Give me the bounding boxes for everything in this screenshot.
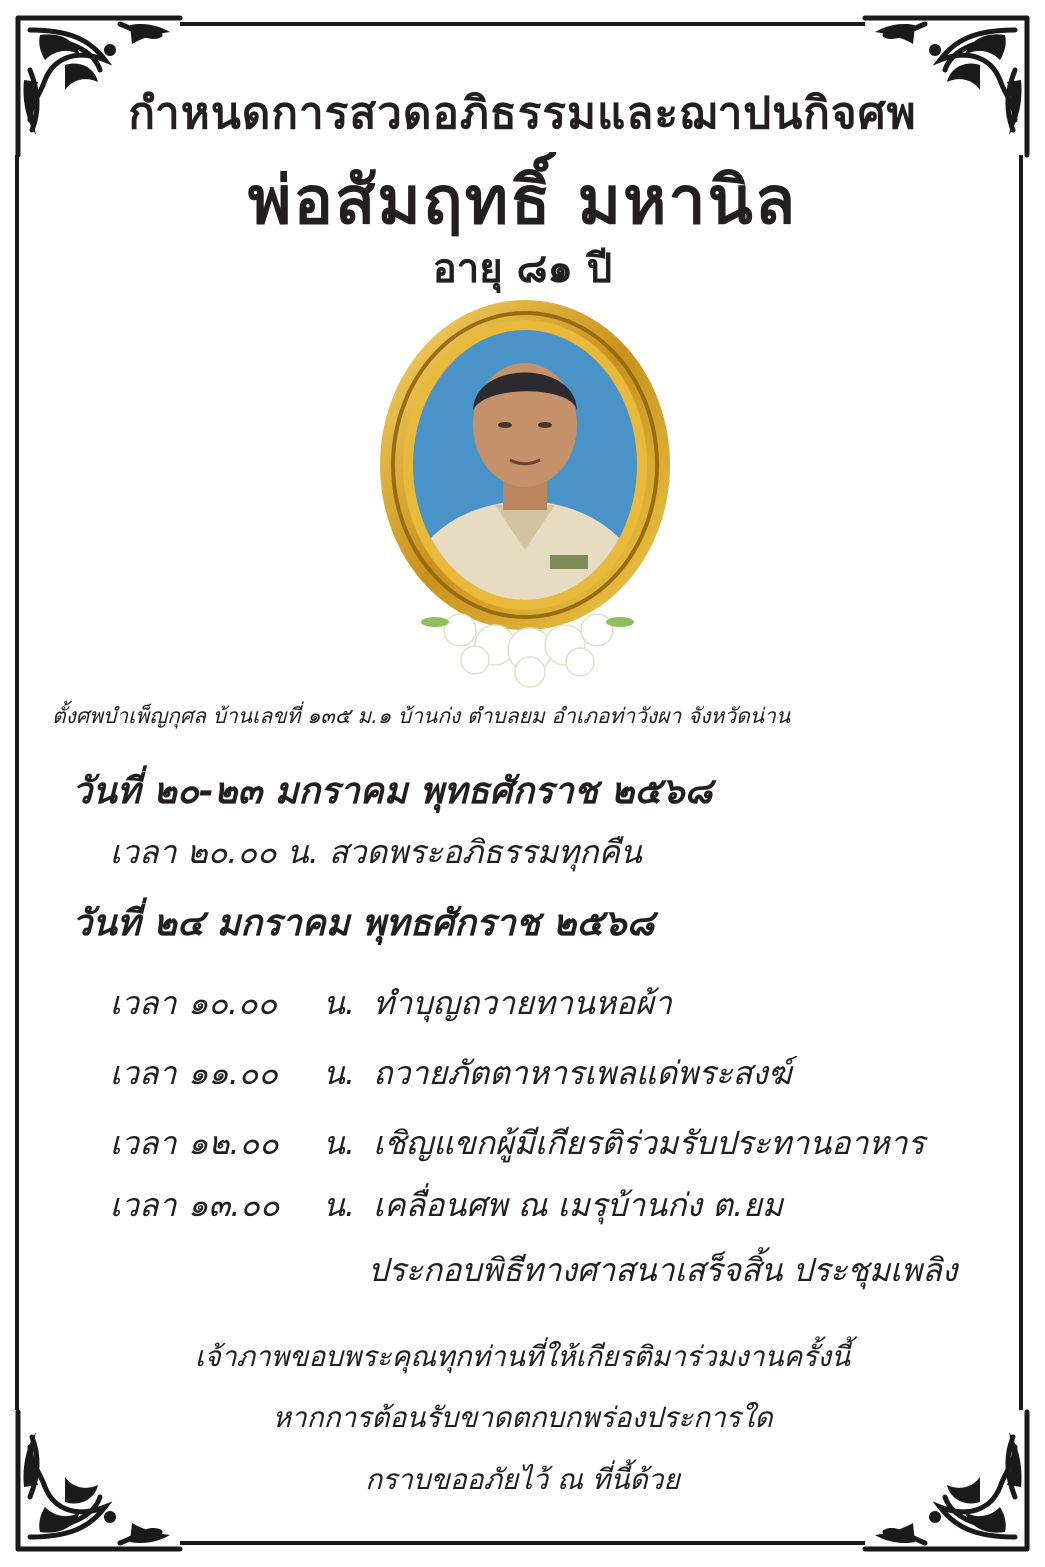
border-right	[1019, 155, 1023, 1410]
time-unit: น.	[323, 984, 356, 1022]
venue-text: ตั้งศพบำเพ็ญกุศล บ้านเลขที่ ๑๓๕ ม.๑ บ้านก่ง ตำบลยม อำเภอท่าวังผา จังหวัดน่าน	[52, 704, 791, 728]
deceased-age: อายุ ๘๑ ปี	[432, 246, 613, 292]
time-label: เวลา	[110, 1124, 177, 1162]
closing-line-1: เจ้าภาพขอบพระคุณทุกท่านที่ให้เกียรติมาร่วมงานครั้งนี้	[194, 1340, 851, 1373]
portrait-photo	[375, 300, 675, 690]
time-unit: น.	[323, 1124, 356, 1162]
closing-line-3: กราบขออภัยไว้ ณ ที่นี้ด้วย	[365, 1463, 680, 1496]
time-value: ๑๑.๐๐	[188, 1054, 278, 1092]
closing-line-2: หากการต้อนรับขาดตกบกพร่องประการใด	[272, 1401, 773, 1434]
activity-text: เคลื่อนศพ ณ เมรุบ้านก่ง ต.ยม	[373, 1186, 783, 1224]
schedule-row	[110, 1118, 925, 1169]
activity-text: เชิญแขกผู้มีเกียรติร่วมรับประทานอาหาร	[373, 1124, 925, 1162]
nightly-prayer-time: เวลา ๒๐.๐๐ น. สวดพระอภิธรรมทุกคืน	[110, 833, 642, 871]
schedule-row	[110, 1180, 783, 1231]
activity-text: ทำบุญถวายทานหอผ้า	[373, 984, 672, 1022]
time-label: เวลา	[110, 984, 177, 1022]
border-top	[180, 22, 865, 26]
time-value: ๑๐.๐๐	[188, 984, 278, 1022]
time-value: ๑๓.๐๐	[188, 1186, 280, 1224]
border-left	[15, 155, 19, 1410]
schedule-row	[110, 978, 672, 1029]
time-label: เวลา	[110, 1186, 177, 1224]
date-range-heading: วันที่ ๒๐-๒๓ มกราคม พุทธศักราช ๒๕๖๘	[72, 771, 713, 812]
time-value: ๑๒.๐๐	[188, 1124, 279, 1162]
time-unit: น.	[323, 1054, 356, 1092]
time-unit: น.	[323, 1186, 356, 1224]
cremation-day-heading: วันที่ ๒๔ มกราคม พุทธศักราช ๒๕๖๘	[72, 903, 655, 944]
page-title: กำหนดการสวดอภิธรรมและฌาปนกิจศพ	[128, 88, 917, 139]
ceremony-continuation: ประกอบพิธีทางศาสนาเสร็จสิ้น ประชุมเพลิง	[368, 1251, 958, 1289]
deceased-name: พ่อสัมฤทธิ์ มหานิล	[247, 162, 798, 239]
activity-text: ถวายภัตตาหารเพลแด่พระสงฆ์	[373, 1054, 792, 1092]
border-bottom	[180, 1541, 865, 1545]
time-label: เวลา	[110, 1054, 177, 1092]
schedule-row	[110, 1048, 792, 1099]
